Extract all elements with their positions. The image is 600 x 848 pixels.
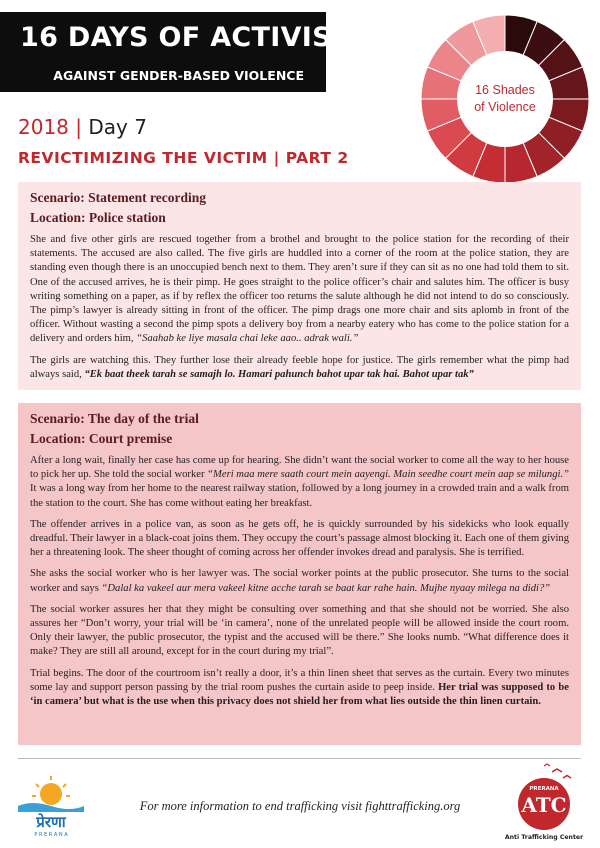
scenario-location: Location: Court premise: [30, 431, 173, 446]
year-text: 2018: [18, 115, 69, 139]
scenario-trial-box: [18, 403, 581, 745]
atc-logo: [500, 760, 588, 842]
scenario-statement-box: [18, 182, 581, 390]
atc-logo-caption: Anti Trafficking Center: [504, 834, 584, 841]
wheel-center: [457, 51, 553, 147]
sun-icon: [40, 783, 62, 805]
scenario-paragraph: The social worker assures her that they might be consulting over something and that she should not be worried. She also assures her “Don’t worry, your trial will be ‘in camera’, none of the unrelated people will be allowed inside the court room. Only their lawyer, the public prosecutor, the typist and the accused will be there.” She looks numb. “What difference does it make? They are still all around, except for in the court during my trial”.: [30, 603, 569, 658]
scenario-location: Location: Police station: [30, 210, 166, 225]
part-text: PART 2: [285, 149, 349, 167]
page-subtitle: [18, 149, 349, 167]
prerana-logo-word: प्रेरणा: [36, 813, 66, 831]
scenario-heading: Scenario: The day of the trial: [30, 411, 199, 426]
banner-subtitle: AGAINST GENDER-BASED VIOLENCE: [53, 68, 304, 83]
emphasis-text: Her trial was supposed to be ‘in camera’ but what is the use when this privacy does not shield her from what lies outside the thin linen curtain.: [30, 681, 569, 708]
shades-wheel-graphic: [420, 14, 590, 184]
prerana-logo-caption: P R E R A N A: [34, 832, 68, 838]
header-banner: [0, 12, 360, 92]
scenario-paragraph: [30, 233, 569, 347]
scenario-paragraph: [30, 354, 569, 382]
paragraph-text: After a long wait, finally her case has come up for hearing. She didn’t want the social worker to come all the way to her house to pick her up. She told the social worker: [30, 455, 569, 481]
quote-text: “Dalal ka vakeel aur mera vakeel kitne acche tarah se baat kar rahe hain. Mujhe nyaay milega na didi?”: [101, 582, 551, 594]
atc-logo-main-text: ATC: [521, 793, 567, 817]
footer-info-text: For more information to end trafficking visit fighttrafficking.org: [139, 799, 461, 813]
paragraph-text: Trial begins. The door of the courtroom isn’t really a door, it’s a thin linen sheet that serves as the curtain. Every two minutes some lay and support person passing by the trial room pushes the curtain aside to peep inside.: [30, 667, 569, 693]
scenario-paragraph: The offender arrives in a police van, as soon as he gets off, he is quickly surrounded by his sidekicks who look equally dreadful. Their lawyer in a black-coat joins them. They occupy the court’s passage almost blocking it. Each one of them giving her a threatening look. The sheer thought of coming across her offender invokes dread and paralysis. She is terrified.: [30, 518, 569, 559]
year-separator: |: [75, 115, 83, 139]
quote-text: “Ek baat theek tarah se samajh lo. Hamari pahunch bahot upar tak hai. Bahot upar tak”: [84, 368, 474, 380]
bird-icon: [544, 764, 550, 766]
wheel-label-line2: of Violence: [474, 100, 536, 114]
paragraph-text: It was a long way from her home to the nearest railway station, followed by a long journey in a crowded train and a walk from the station to the court. She has come without eating her breakfast.: [30, 483, 569, 509]
quote-text: “Meri maa mere saath court mein aayengi. Main seedhe court mein aap se milungi.”: [207, 469, 570, 481]
prerana-logo: [14, 772, 88, 838]
topic-separator: |: [273, 149, 280, 167]
atc-logo-top-text: PRERANA: [529, 786, 559, 792]
scenario-paragraph: [30, 454, 569, 511]
scenario-heading: Scenario: Statement recording: [30, 190, 206, 205]
paragraph-text: She asks the social worker who is her lawyer was. The social worker points at the public prosecutor. She turns to the social worker and says: [30, 568, 569, 594]
topic-text: REVICTIMIZING THE VICTIM: [18, 149, 268, 167]
day-text: Day 7: [88, 115, 147, 139]
wheel-label-line1: 16 Shades: [475, 83, 535, 97]
bird-icon: [563, 776, 571, 779]
scenario-paragraph: [30, 667, 569, 710]
scenario-paragraph: [30, 567, 569, 595]
year-day-line: [18, 115, 147, 139]
paragraph-text: She and five other girls are rescued together from a brothel and brought to the police station for the recording of their statements. The accused are also called. The five girls are huddled into a corner of the room at the police station, they are standing even though there is an unoccupied bench next to them. They aren’t sure if they can sit as no one had told them to sit. One of the accused arrives, he is their pimp. He goes straight to the police officer’s chair and salutes him. The officer is busy writing something on a paper, as if by reflex the officer too returns the salute although he did not intend to do so consciously. The pimp’s lawyer is already sitting in front of the officer. The pimp drags one more chair and sits aplomb in front of the officer. Without wasting a second the pimp spots a delivery boy from a nearby eatery who has come to the police station for a delivery and orders him,: [30, 234, 569, 345]
paragraph-text: The girls are watching this. They further lose their already feeble hope for justice. The girls remember what the pimp had always said,: [30, 354, 569, 380]
banner-title: 16 DAYS OF ACTIVISM: [20, 22, 360, 53]
footer-divider: [18, 758, 581, 759]
bird-icon: [552, 769, 562, 772]
quote-text: “Saahab ke liye masala chai leke aao.. adrak wali.”: [136, 333, 359, 345]
